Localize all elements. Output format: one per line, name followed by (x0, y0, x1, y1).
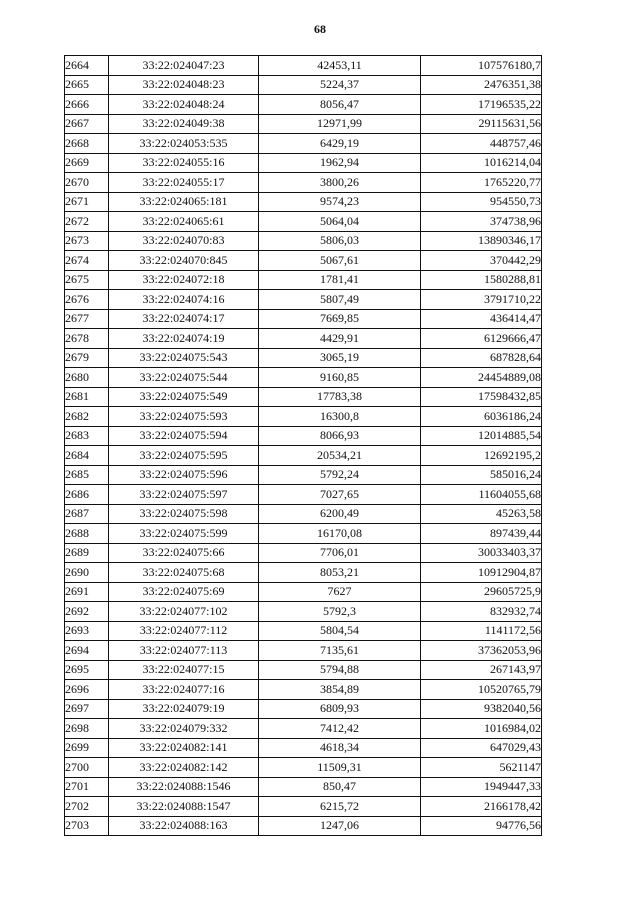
row-number-cell: 2675 (65, 270, 109, 290)
cadastral-number-cell: 33:22:024070:83 (109, 231, 259, 251)
table-row (65, 290, 542, 310)
cadastral-value-cell: 2476351,38 (421, 75, 542, 95)
area-cell: 4429,91 (259, 329, 421, 349)
area-cell: 7669,85 (259, 309, 421, 329)
cadastral-number-cell: 33:22:024055:16 (109, 153, 259, 173)
cadastral-number-cell: 33:22:024075:593 (109, 407, 259, 427)
row-number-cell: 2671 (65, 192, 109, 212)
area-cell: 7135,61 (259, 641, 421, 661)
cadastral-value-cell: 687828,64 (421, 348, 542, 368)
row-number-cell: 2696 (65, 680, 109, 700)
cadastral-number-cell: 33:22:024088:1547 (109, 797, 259, 817)
area-cell: 20534,21 (259, 446, 421, 466)
row-number-cell: 2691 (65, 582, 109, 602)
cadastral-value-cell: 1580288,81 (421, 270, 542, 290)
table-row (65, 719, 542, 739)
table-row (65, 816, 542, 836)
table-row (65, 524, 542, 544)
row-number-cell: 2678 (65, 329, 109, 349)
cadastral-value-cell: 37362053,96 (421, 641, 542, 661)
row-number-cell: 2684 (65, 446, 109, 466)
area-cell: 6215,72 (259, 797, 421, 817)
cadastral-number-cell: 33:22:024049:38 (109, 114, 259, 134)
row-number-cell: 2703 (65, 816, 109, 836)
cadastral-number-cell: 33:22:024075:594 (109, 426, 259, 446)
area-cell: 5806,03 (259, 231, 421, 251)
cadastral-value-cell: 30033403,37 (421, 543, 542, 563)
cadastral-number-cell: 33:22:024077:16 (109, 680, 259, 700)
area-cell: 6429,19 (259, 134, 421, 154)
row-number-cell: 2682 (65, 407, 109, 427)
cadastral-value-cell: 107576180,7 (421, 56, 542, 76)
cadastral-value-cell: 17196535,22 (421, 95, 542, 115)
cadastral-value-cell: 897439,44 (421, 524, 542, 544)
cadastral-value-cell: 6129666,47 (421, 329, 542, 349)
row-number-cell: 2695 (65, 660, 109, 680)
row-number-cell: 2697 (65, 699, 109, 719)
cadastral-value-cell: 11604055,68 (421, 485, 542, 505)
cadastral-value-cell: 647029,43 (421, 738, 542, 758)
area-cell: 5807,49 (259, 290, 421, 310)
area-cell: 5067,61 (259, 251, 421, 271)
table-row (65, 192, 542, 212)
cadastral-registry-table (64, 55, 542, 836)
cadastral-value-cell: 1016214,04 (421, 153, 542, 173)
table-row (65, 153, 542, 173)
area-cell: 3854,89 (259, 680, 421, 700)
area-cell: 16170,08 (259, 524, 421, 544)
row-number-cell: 2699 (65, 738, 109, 758)
row-number-cell: 2701 (65, 777, 109, 797)
registry-table-body (65, 56, 542, 836)
cadastral-number-cell: 33:22:024074:19 (109, 329, 259, 349)
cadastral-value-cell: 2166178,42 (421, 797, 542, 817)
row-number-cell: 2685 (65, 465, 109, 485)
table-row (65, 329, 542, 349)
table-row (65, 134, 542, 154)
cadastral-number-cell: 33:22:024048:23 (109, 75, 259, 95)
row-number-cell: 2667 (65, 114, 109, 134)
row-number-cell: 2664 (65, 56, 109, 76)
cadastral-value-cell: 585016,24 (421, 465, 542, 485)
cadastral-value-cell: 436414,47 (421, 309, 542, 329)
row-number-cell: 2688 (65, 524, 109, 544)
cadastral-number-cell: 33:22:024047:23 (109, 56, 259, 76)
row-number-cell: 2693 (65, 621, 109, 641)
cadastral-number-cell: 33:22:024075:544 (109, 368, 259, 388)
cadastral-number-cell: 33:22:024075:595 (109, 446, 259, 466)
cadastral-number-cell: 33:22:024070:845 (109, 251, 259, 271)
cadastral-value-cell: 12692195,2 (421, 446, 542, 466)
table-row (65, 602, 542, 622)
area-cell: 5224,37 (259, 75, 421, 95)
cadastral-value-cell: 954550,73 (421, 192, 542, 212)
table-row (65, 348, 542, 368)
cadastral-number-cell: 33:22:024075:598 (109, 504, 259, 524)
area-cell: 4618,34 (259, 738, 421, 758)
row-number-cell: 2666 (65, 95, 109, 115)
row-number-cell: 2665 (65, 75, 109, 95)
cadastral-value-cell: 832932,74 (421, 602, 542, 622)
area-cell: 1247,06 (259, 816, 421, 836)
cadastral-value-cell: 1016984,02 (421, 719, 542, 739)
table-row (65, 465, 542, 485)
area-cell: 12971,99 (259, 114, 421, 134)
cadastral-value-cell: 12014885,54 (421, 426, 542, 446)
row-number-cell: 2702 (65, 797, 109, 817)
table-row (65, 660, 542, 680)
row-number-cell: 2673 (65, 231, 109, 251)
row-number-cell: 2690 (65, 563, 109, 583)
row-number-cell: 2694 (65, 641, 109, 661)
cadastral-value-cell: 1949447,33 (421, 777, 542, 797)
table-row (65, 75, 542, 95)
cadastral-number-cell: 33:22:024075:66 (109, 543, 259, 563)
area-cell: 1962,94 (259, 153, 421, 173)
area-cell: 1781,41 (259, 270, 421, 290)
cadastral-value-cell: 6036186,24 (421, 407, 542, 427)
cadastral-number-cell: 33:22:024079:332 (109, 719, 259, 739)
cadastral-number-cell: 33:22:024065:181 (109, 192, 259, 212)
table-row (65, 251, 542, 271)
row-number-cell: 2680 (65, 368, 109, 388)
row-number-cell: 2692 (65, 602, 109, 622)
table-row (65, 407, 542, 427)
table-row (65, 621, 542, 641)
cadastral-value-cell: 5621147 (421, 758, 542, 778)
cadastral-number-cell: 33:22:024075:543 (109, 348, 259, 368)
cadastral-number-cell: 33:22:024055:17 (109, 173, 259, 193)
cadastral-value-cell: 370442,29 (421, 251, 542, 271)
area-cell: 8053,21 (259, 563, 421, 583)
row-number-cell: 2668 (65, 134, 109, 154)
row-number-cell: 2674 (65, 251, 109, 271)
cadastral-value-cell: 29605725,9 (421, 582, 542, 602)
area-cell: 7627 (259, 582, 421, 602)
cadastral-number-cell: 33:22:024079:19 (109, 699, 259, 719)
cadastral-value-cell: 374738,96 (421, 212, 542, 232)
area-cell: 5804,54 (259, 621, 421, 641)
table-row (65, 485, 542, 505)
cadastral-number-cell: 33:22:024075:596 (109, 465, 259, 485)
table-row (65, 446, 542, 466)
row-number-cell: 2686 (65, 485, 109, 505)
area-cell: 6809,93 (259, 699, 421, 719)
table-row (65, 797, 542, 817)
page-number: 68 (314, 22, 326, 36)
cadastral-value-cell: 267143,97 (421, 660, 542, 680)
cadastral-value-cell: 94776,56 (421, 816, 542, 836)
cadastral-number-cell: 33:22:024065:61 (109, 212, 259, 232)
table-row (65, 738, 542, 758)
cadastral-value-cell: 1141172,56 (421, 621, 542, 641)
table-row (65, 309, 542, 329)
cadastral-value-cell: 10520765,79 (421, 680, 542, 700)
area-cell: 11509,31 (259, 758, 421, 778)
row-number-cell: 2669 (65, 153, 109, 173)
area-cell: 850,47 (259, 777, 421, 797)
table-row (65, 368, 542, 388)
cadastral-number-cell: 33:22:024077:15 (109, 660, 259, 680)
cadastral-number-cell: 33:22:024048:24 (109, 95, 259, 115)
area-cell: 8056,47 (259, 95, 421, 115)
row-number-cell: 2677 (65, 309, 109, 329)
table-row (65, 699, 542, 719)
row-number-cell: 2679 (65, 348, 109, 368)
cadastral-value-cell: 3791710,22 (421, 290, 542, 310)
cadastral-value-cell: 9382040,56 (421, 699, 542, 719)
area-cell: 6200,49 (259, 504, 421, 524)
cadastral-number-cell: 33:22:024074:16 (109, 290, 259, 310)
area-cell: 5792,3 (259, 602, 421, 622)
table-row (65, 543, 542, 563)
table-row (65, 758, 542, 778)
table-row (65, 426, 542, 446)
area-cell: 7706,01 (259, 543, 421, 563)
cadastral-value-cell: 10912904,87 (421, 563, 542, 583)
row-number-cell: 2670 (65, 173, 109, 193)
table-row (65, 582, 542, 602)
row-number-cell: 2700 (65, 758, 109, 778)
area-cell: 9160,85 (259, 368, 421, 388)
table-row (65, 641, 542, 661)
table-row (65, 173, 542, 193)
area-cell: 5794,88 (259, 660, 421, 680)
row-number-cell: 2676 (65, 290, 109, 310)
cadastral-value-cell: 17598432,85 (421, 387, 542, 407)
area-cell: 7027,65 (259, 485, 421, 505)
table-row (65, 777, 542, 797)
area-cell: 5792,24 (259, 465, 421, 485)
cadastral-number-cell: 33:22:024072:18 (109, 270, 259, 290)
area-cell: 9574,23 (259, 192, 421, 212)
table-row (65, 563, 542, 583)
cadastral-number-cell: 33:22:024088:1546 (109, 777, 259, 797)
table-row (65, 504, 542, 524)
table-row (65, 56, 542, 76)
cadastral-number-cell: 33:22:024074:17 (109, 309, 259, 329)
cadastral-number-cell: 33:22:024075:549 (109, 387, 259, 407)
cadastral-number-cell: 33:22:024053:535 (109, 134, 259, 154)
area-cell: 16300,8 (259, 407, 421, 427)
area-cell: 3065,19 (259, 348, 421, 368)
table-row (65, 95, 542, 115)
row-number-cell: 2698 (65, 719, 109, 739)
row-number-cell: 2681 (65, 387, 109, 407)
table-row (65, 114, 542, 134)
area-cell: 7412,42 (259, 719, 421, 739)
cadastral-number-cell: 33:22:024088:163 (109, 816, 259, 836)
cadastral-number-cell: 33:22:024077:112 (109, 621, 259, 641)
cadastral-number-cell: 33:22:024075:69 (109, 582, 259, 602)
cadastral-value-cell: 45263,58 (421, 504, 542, 524)
cadastral-number-cell: 33:22:024075:597 (109, 485, 259, 505)
row-number-cell: 2672 (65, 212, 109, 232)
cadastral-value-cell: 448757,46 (421, 134, 542, 154)
cadastral-number-cell: 33:22:024082:141 (109, 738, 259, 758)
cadastral-number-cell: 33:22:024077:113 (109, 641, 259, 661)
table-row (65, 270, 542, 290)
table-row (65, 231, 542, 251)
cadastral-value-cell: 24454889,08 (421, 368, 542, 388)
cadastral-value-cell: 1765220,77 (421, 173, 542, 193)
table-row (65, 212, 542, 232)
row-number-cell: 2689 (65, 543, 109, 563)
table-row (65, 387, 542, 407)
area-cell: 42453,11 (259, 56, 421, 76)
cadastral-value-cell: 29115631,56 (421, 114, 542, 134)
row-number-cell: 2683 (65, 426, 109, 446)
area-cell: 8066,93 (259, 426, 421, 446)
cadastral-number-cell: 33:22:024077:102 (109, 602, 259, 622)
cadastral-number-cell: 33:22:024075:599 (109, 524, 259, 544)
area-cell: 3800,26 (259, 173, 421, 193)
table-row (65, 680, 542, 700)
cadastral-value-cell: 13890346,17 (421, 231, 542, 251)
cadastral-number-cell: 33:22:024075:68 (109, 563, 259, 583)
area-cell: 17783,38 (259, 387, 421, 407)
area-cell: 5064,04 (259, 212, 421, 232)
cadastral-number-cell: 33:22:024082:142 (109, 758, 259, 778)
row-number-cell: 2687 (65, 504, 109, 524)
